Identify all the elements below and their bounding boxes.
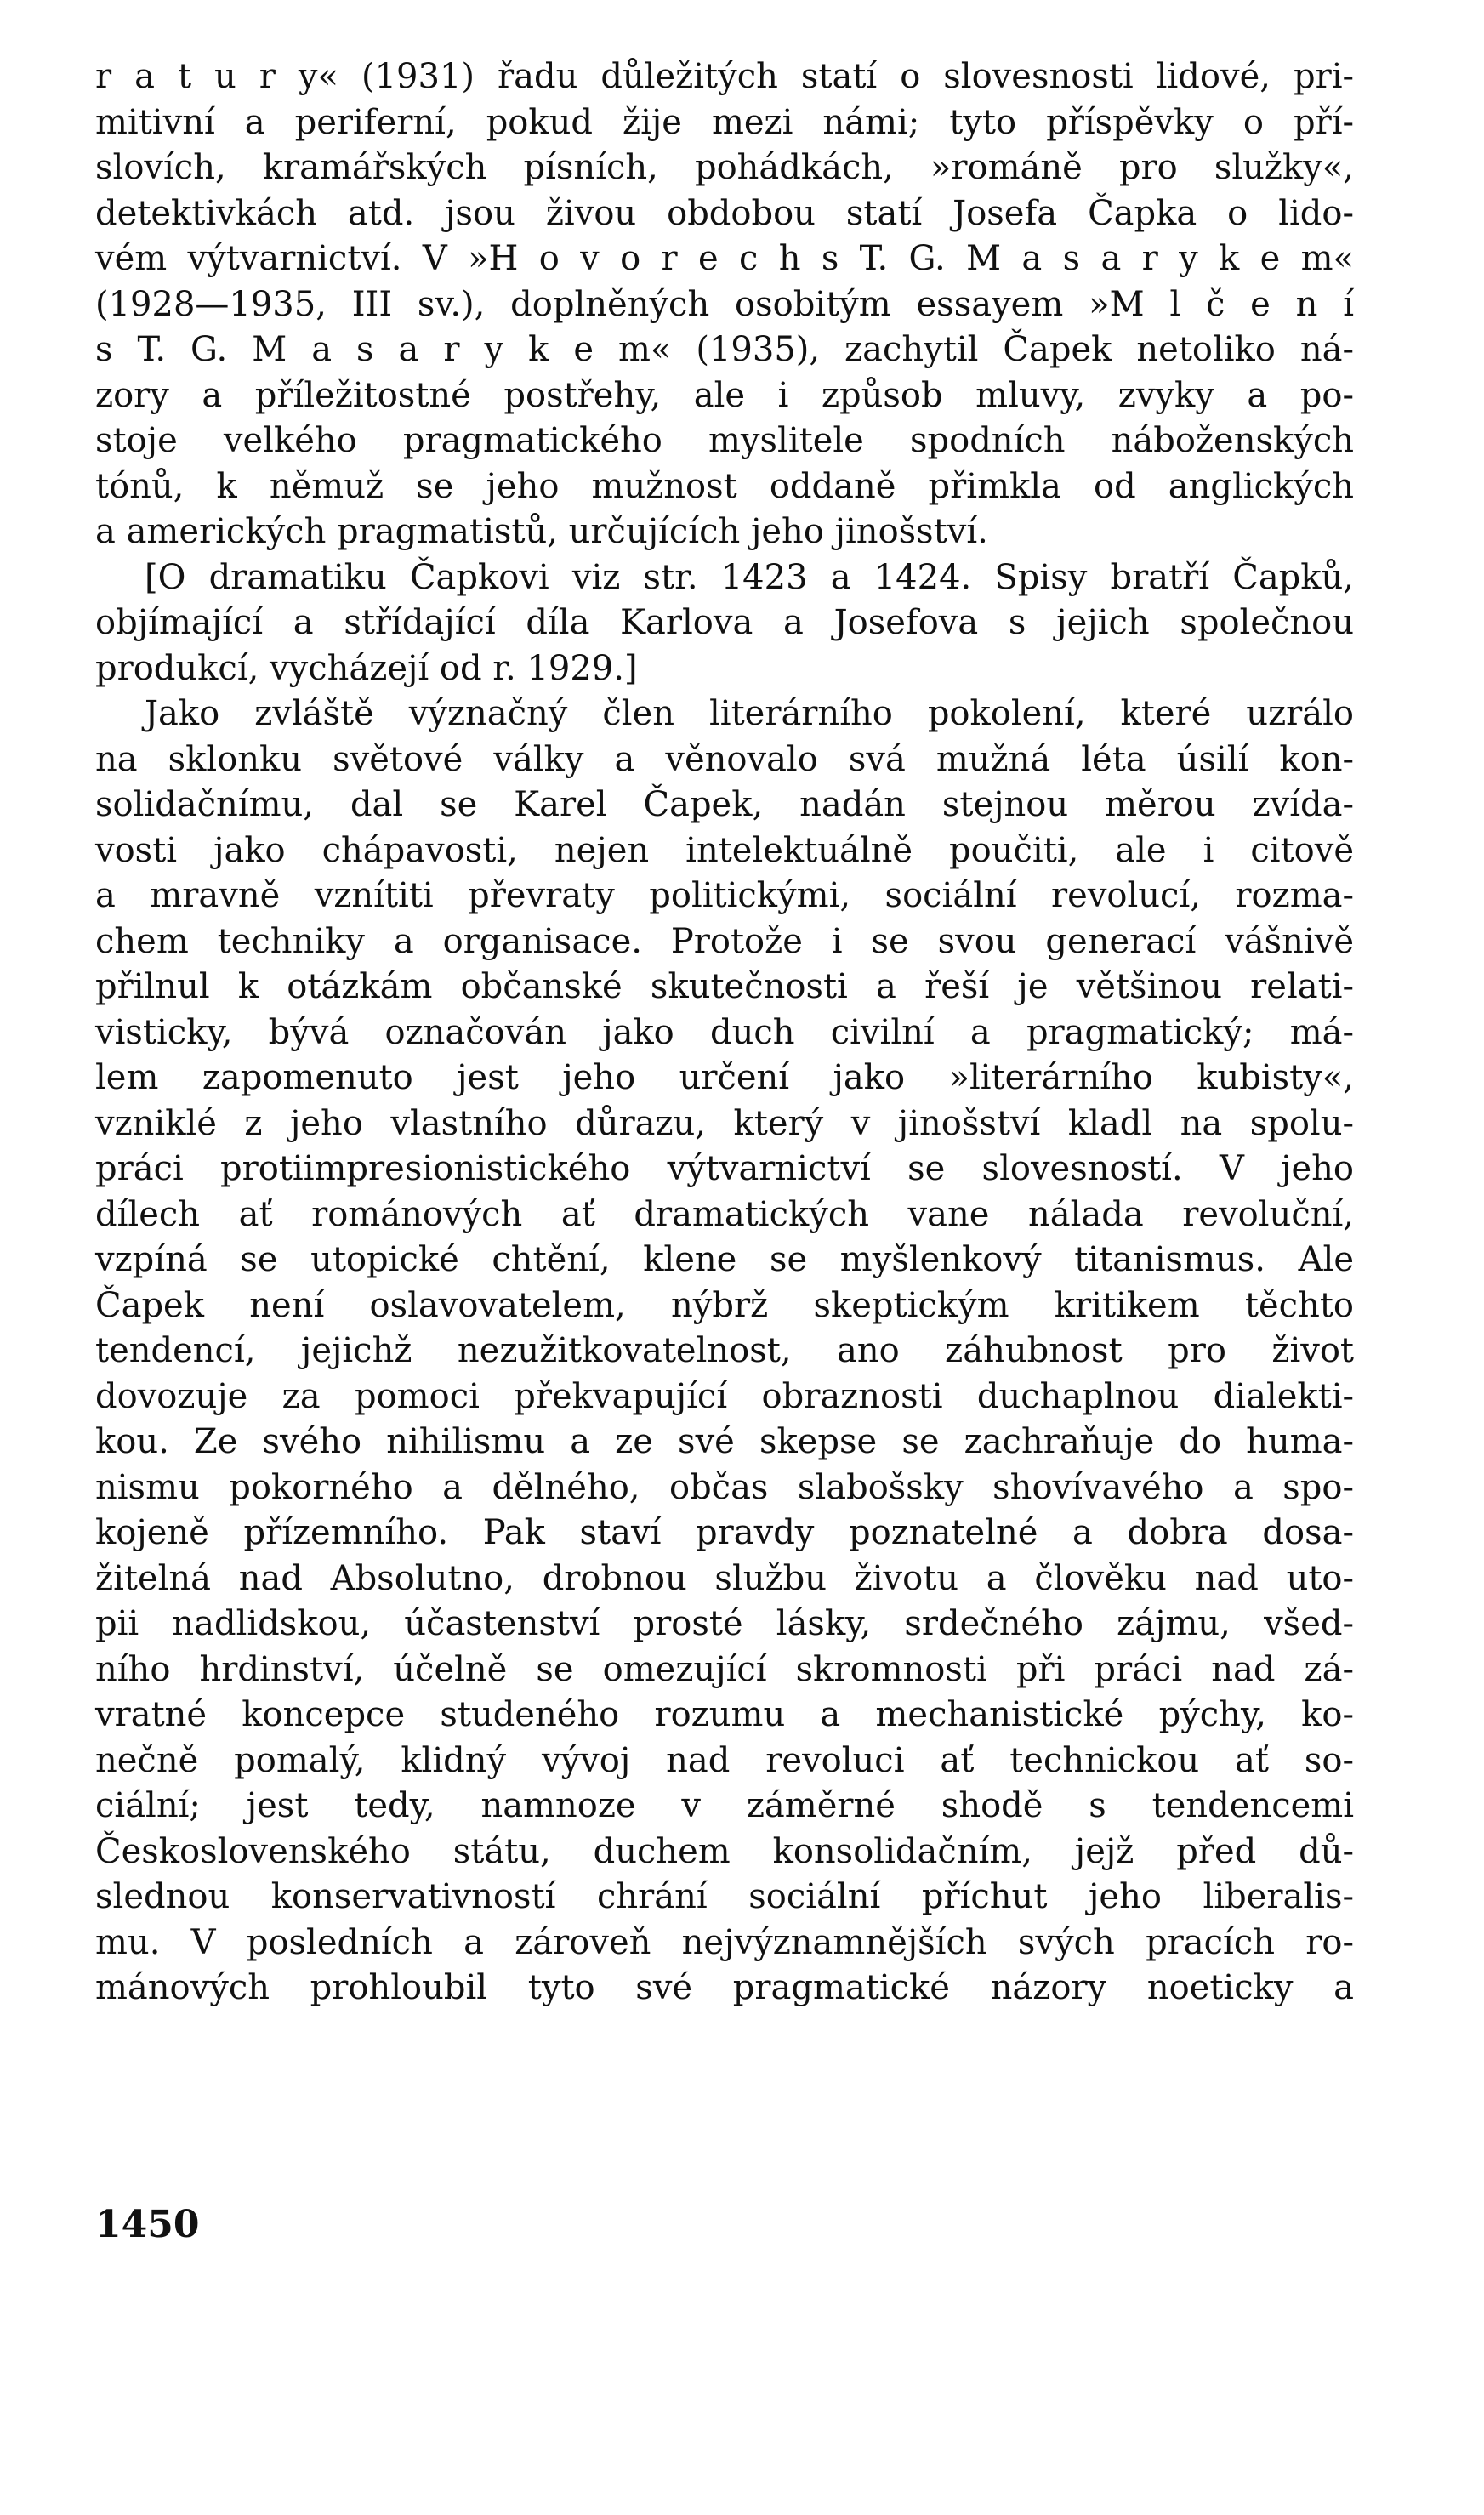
text-line: tendencí, jejichž nezužitkovatelnost, ano záhubnost pro život [95, 1331, 1354, 1370]
text-line: chem techniky a organisace. Protože i se svou generací vášnivě [95, 921, 1354, 961]
text-line: mánových prohloubil tyto své pragmatické názory noeticky a [95, 1968, 1354, 2007]
text-line: solidačnímu, dal se Karel Čapek, nadán stejnou měrou zvída- [95, 785, 1354, 824]
text-line: zory a příležitostné postřehy, ale i způsob mluvy, zvyky a po- [95, 375, 1354, 415]
text-line: nismu pokorného a dělného, občas slabošsky shovívavého a spo- [95, 1467, 1354, 1507]
text-line: r a t u r y« (1931) řadu důležitých statí o slovesnosti lidové, pri- [95, 57, 1354, 96]
text-line: vém výtvarnictví. V »H o v o r e c h s T. G. M a s a r y k e m« [95, 239, 1354, 278]
text-line: vzpíná se utopické chtění, klene se myšlenkový titanismus. Ale [95, 1240, 1354, 1279]
text-line: (1928—1935, III sv.), doplněných osobitým essayem »M l č e n í [95, 284, 1354, 324]
text-line: lem zapomenuto jest jeho určení jako »literárního kubisty«, [95, 1058, 1354, 1097]
text-line: žitelná nad Absolutno, drobnou službu životu a člověku nad uto- [95, 1558, 1354, 1598]
text-line: a mravně vznítiti převraty politickými, sociální revolucí, rozma- [95, 876, 1354, 915]
text-line: na sklonku světové války a věnovalo svá mužná léta úsilí kon- [95, 739, 1354, 779]
text-line: produkcí, vycházejí od r. 1929.] [95, 648, 638, 688]
text-line: visticky, bývá označován jako duch civilní a pragmatický; má- [95, 1012, 1354, 1052]
text-line: stoje velkého pragmatického myslitele spodních náboženských [95, 421, 1354, 460]
text-line: mitivní a periferní, pokud žije mezi námi; tyto příspěvky o pří- [95, 102, 1354, 142]
text-line: Československého státu, duchem konsolidačním, jejž před dů- [95, 1831, 1354, 1871]
text-line: detektivkách atd. jsou živou obdobou statí Josefa Čapka o lido- [95, 193, 1354, 233]
body-text [95, 54, 1354, 2011]
text-line: objímající a střídající díla Karlova a Josefova s jejich společnou [95, 603, 1354, 642]
text-line: vzniklé z jeho vlastního důrazu, který v jinošství kladl na spolu- [95, 1103, 1354, 1143]
text-line: pii nadlidskou, účastenství prosté lásky, srdečného zájmu, všed- [95, 1604, 1354, 1643]
text-line: vosti jako chápavosti, nejen intelektuálně poučiti, ale i citově [95, 830, 1354, 870]
text-line: s T. G. M a s a r y k e m« (1935), zachytil Čapek netoliko ná- [95, 330, 1354, 369]
text-line: kojeně přízemního. Pak staví pravdy poznatelné a dobra dosa- [95, 1513, 1354, 1552]
page-number: 1450 [95, 2203, 200, 2246]
text-line: práci protiimpresionistického výtvarnictví se slovesností. V jeho [95, 1149, 1354, 1188]
text-line: přilnul k otázkám občanské skutečnosti a řeší je většinou relati- [95, 967, 1354, 1006]
text-line: Čapek není oslavovatelem, nýbrž skeptickým kritikem těchto [95, 1285, 1354, 1325]
text-line: kou. Ze svého nihilismu a ze své skepse se zachraňuje do huma- [95, 1422, 1354, 1461]
text-line: ciální; jest tedy, namnoze v záměrné shodě s tendencemi [95, 1786, 1354, 1825]
text-line: dílech ať románových ať dramatických vane nálada revoluční, [95, 1194, 1354, 1234]
text-line: [O dramatiku Čapkovi viz str. 1423 a 1424. Spisy bratří Čapků, [145, 557, 1354, 597]
text-line: Jako zvláště význačný člen literárního pokolení, které uzrálo [145, 694, 1354, 733]
text-line: vratné koncepce studeného rozumu a mechanistické pýchy, ko- [95, 1695, 1354, 1734]
text-line: dovozuje za pomoci překvapující obraznosti duchaplnou dialekti- [95, 1376, 1354, 1416]
text-line: ního hrdinství, účelně se omezující skromnosti při práci nad zá- [95, 1649, 1354, 1689]
text-line: nečně pomalý, klidný vývoj nad revoluci ať technickou ať so- [95, 1740, 1354, 1780]
text-line: slovích, kramářských písních, pohádkách, »románě pro služky«, [95, 148, 1354, 187]
text-line: mu. V posledních a zároveň nejvýznamnějších svých pracích ro- [95, 1922, 1354, 1962]
text-line: a amerických pragmatistů, určujících jeho jinošství. [95, 512, 988, 551]
text-line: tónů, k němuž se jeho mužnost oddaně přimkla od anglických [95, 466, 1354, 506]
text-line: slednou konservativností chrání sociální příchut jeho liberalis- [95, 1877, 1354, 1916]
